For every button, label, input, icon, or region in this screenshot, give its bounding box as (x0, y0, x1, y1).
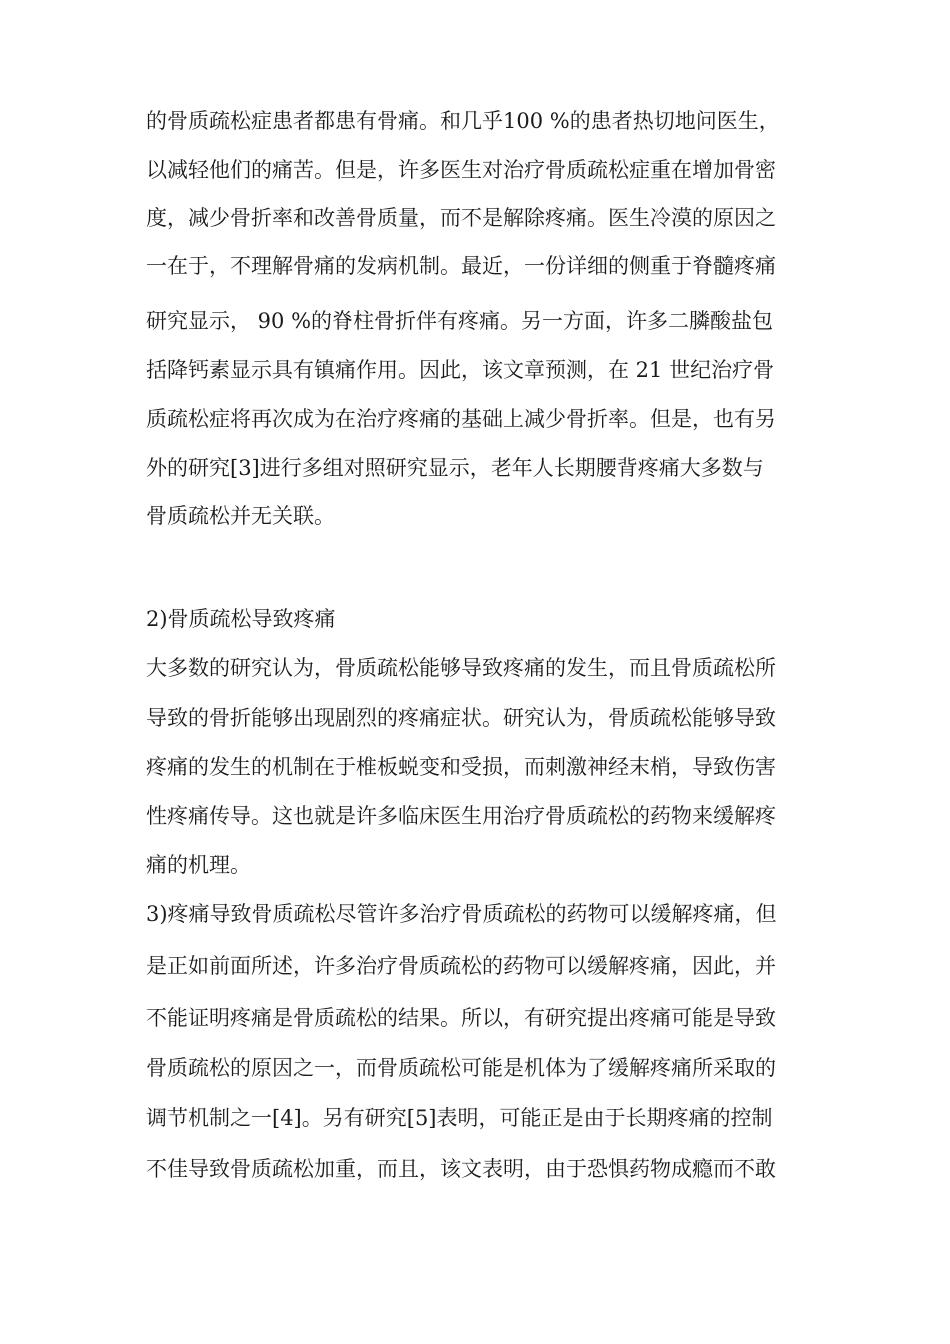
paragraph-1-line-1: 的骨质疏松症患者都患有骨痛。和几乎100 %的患者热切地问医生， (146, 109, 780, 133)
section-3-line-4: 骨质疏松的原因之一，而骨质疏松可能是机体为了缓解疼痛所采取的 (146, 1056, 776, 1080)
paragraph-1-line-8: 外的研究[3]进行多组对照研究显示，老年人长期腰背疼痛大多数与 (146, 456, 764, 480)
section-3-line-5: 调节机制之一[4]。另有研究[5]表明，可能正是由于长期疼痛的控制 (146, 1106, 773, 1130)
section-3-line-1: 3)疼痛导致骨质疏松尽管许多治疗骨质疏松的药物可以缓解疼痛，但 (146, 902, 777, 926)
section-3-line-2: 是正如前面所述，许多治疗骨质疏松的药物可以缓解疼痛，因此，并 (146, 954, 776, 978)
section-3-line-6: 不佳导致骨质疏松加重，而且，该文表明，由于恐惧药物成瘾而不敢 (146, 1157, 776, 1181)
section-2-line-2: 导致的骨折能够出现剧烈的疼痛症状。研究认为，骨质疏松能够导致 (146, 706, 776, 730)
section-3-line-3: 不能证明疼痛是骨质疏松的结果。所以，有研究提出疼痛可能是导致 (146, 1006, 776, 1030)
section-2-line-1: 大多数的研究认为，骨质疏松能够导致疼痛的发生，而且骨质疏松所 (146, 656, 776, 680)
paragraph-1-line-7: 质疏松症将再次成为在治疗疼痛的基础上减少骨折率。但是，也有另 (146, 407, 776, 431)
paragraph-1-line-4: 一在于，不理解骨痛的发病机制。最近，一份详细的侧重于脊髓疼痛 (146, 254, 776, 278)
section-2-line-3: 疼痛的发生的机制在于椎板蜕变和受损，而刺激神经末梢，导致伤害 (146, 755, 776, 779)
paragraph-1-line-9: 骨质疏松并无关联。 (146, 504, 335, 528)
section-2-line-4: 性疼痛传导。这也就是许多临床医生用治疗骨质疏松的药物来缓解疼 (146, 804, 776, 828)
paragraph-1-line-2: 以减轻他们的痛苦。但是，许多医生对治疗骨质疏松症重在增加骨密 (146, 158, 776, 182)
paragraph-1-line-3: 度，减少骨折率和改善骨质量，而不是解除疼痛。医生冷漠的原因之 (146, 206, 776, 230)
paragraph-1-line-6: 括降钙素显示具有镇痛作用。因此，该文章预测，在 21 世纪治疗骨 (146, 358, 775, 382)
section-2-line-5: 痛的机理。 (146, 853, 251, 877)
section-2-heading: 2)骨质疏松导致疼痛 (146, 607, 336, 631)
paragraph-1-line-5: 研究显示， 90 %的脊柱骨折伴有疼痛。另一方面，许多二膦酸盐包 (146, 309, 774, 333)
